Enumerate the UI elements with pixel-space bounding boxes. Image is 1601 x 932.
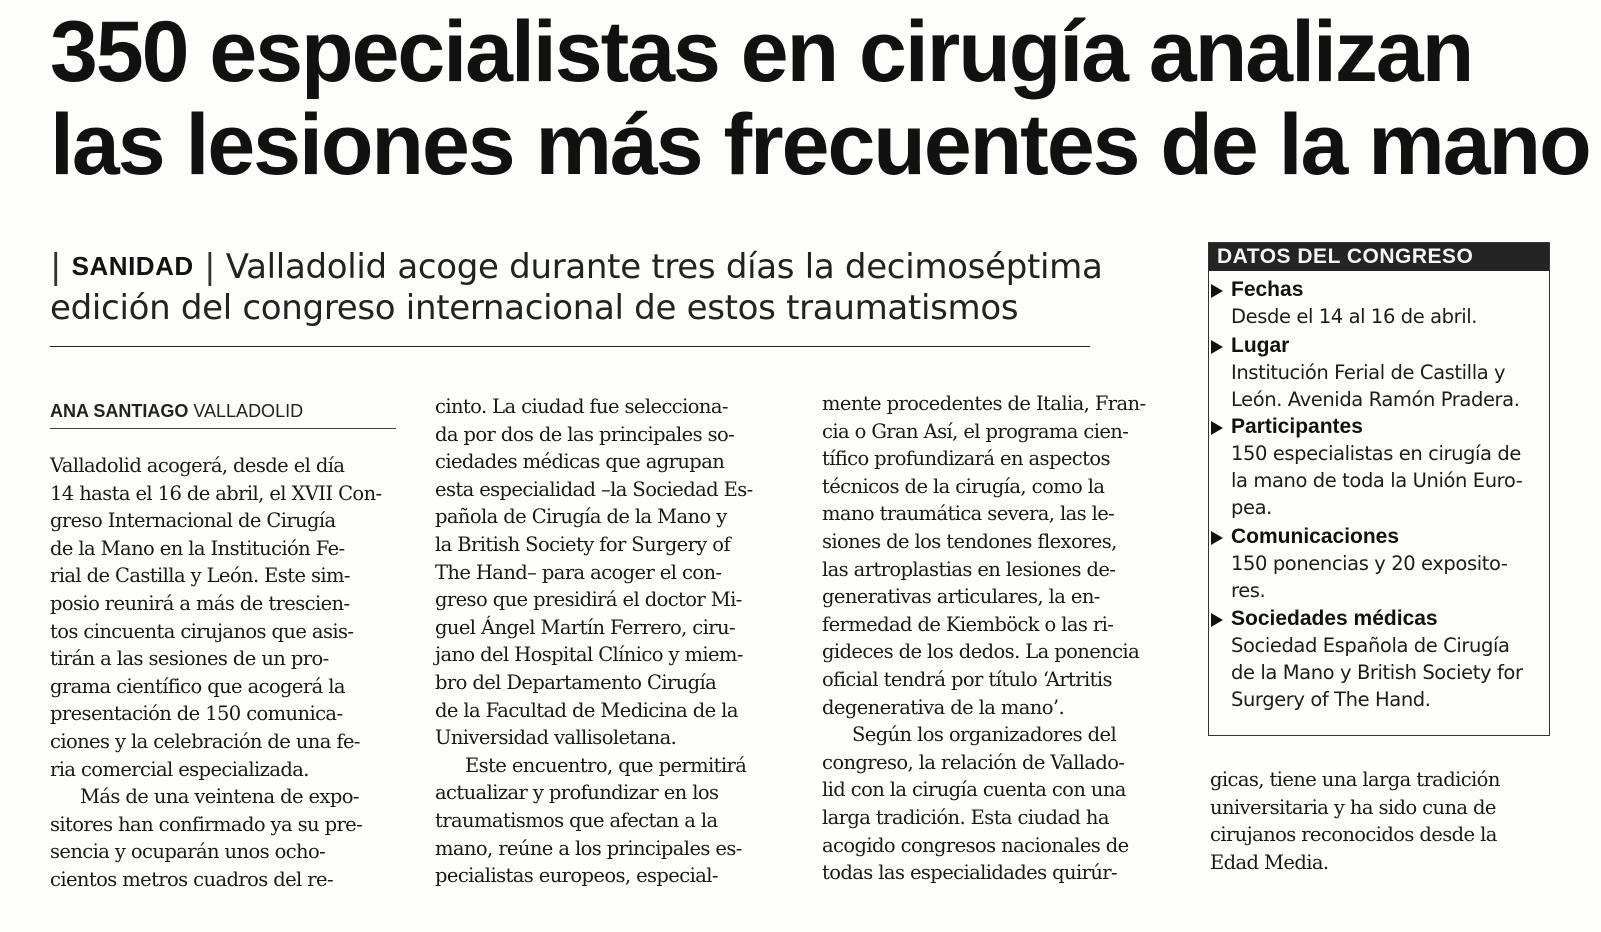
article-line: Edad Media. xyxy=(1210,850,1329,874)
article-line: traumatismos que afectan a la xyxy=(435,808,718,832)
article-line: gideces de los dedos. La ponencia xyxy=(822,640,1140,664)
subheadline-line-2: edición del congreso internacional de estos traumatismos xyxy=(50,288,1019,328)
article-line: The Hand– para acoger el con- xyxy=(435,560,722,584)
article-line: 14 hasta el 16 de abril, el XVII Con- xyxy=(50,481,382,505)
article-line: cirujanos reconocidos desde la xyxy=(1210,823,1497,847)
article-line: mano traumática severa, las le- xyxy=(822,502,1115,526)
facts-value-line: Sociedad Española de Cirugía xyxy=(1231,634,1510,657)
facts-item-value xyxy=(1209,440,1549,521)
facts-item-value xyxy=(1209,632,1549,713)
facts-item-comunicaciones xyxy=(1209,524,1549,604)
article-line: mano, reúne a los principales es- xyxy=(435,836,742,860)
article-line: Este encuentro, que permitirá xyxy=(465,753,747,777)
congress-facts-box xyxy=(1208,242,1550,736)
article-line: cientos metros cuadros del re- xyxy=(50,867,333,891)
headline-line-2: las lesiones más frecuentes de la mano xyxy=(50,97,1590,193)
facts-item-fechas xyxy=(1209,277,1549,330)
article-line: degenerativa de la mano’. xyxy=(822,695,1065,719)
article-line: cia o Gran Así, el programa cien- xyxy=(822,419,1129,443)
article-line: todas las especialidades quirúr- xyxy=(822,861,1117,885)
article-line: cinto. La ciudad fue selecciona- xyxy=(435,395,728,418)
facts-item-label: Comunicaciones xyxy=(1209,524,1549,550)
facts-item-sociedades xyxy=(1209,606,1549,713)
facts-value-line: Institución Ferial de Castilla y xyxy=(1231,361,1506,384)
headline xyxy=(50,4,1590,193)
article-line: universitaria y ha sido cuna de xyxy=(1210,795,1496,819)
facts-value-line: Desde el 14 al 16 de abril. xyxy=(1231,305,1478,328)
article-line: Según los organizadores del xyxy=(852,723,1117,747)
article-line: presentación de 150 comunica- xyxy=(50,702,343,726)
article-line: acogido congresos nacionales de xyxy=(822,833,1129,857)
article-line: grama científico que acogerá la xyxy=(50,674,345,698)
byline-author: ANA SANTIAGO xyxy=(50,401,189,421)
article-line: jano del Hospital Clínico y miem- xyxy=(435,643,743,667)
article-line: tos cincuenta cirujanos que asis- xyxy=(50,619,354,643)
facts-value-line: res. xyxy=(1231,579,1266,602)
facts-item-participantes xyxy=(1209,414,1549,521)
divider-bar: | xyxy=(193,247,226,287)
facts-item-label: Sociedades médicas xyxy=(1209,606,1549,632)
article-line: guel Ángel Martín Ferrero, ciru- xyxy=(435,615,735,639)
facts-item-value xyxy=(1209,550,1549,604)
article-line: actualizar y profundizar en los xyxy=(435,781,719,805)
byline xyxy=(50,401,303,422)
facts-item-label: Participantes xyxy=(1209,414,1549,440)
article-line: sitores han confirmado ya su pre- xyxy=(50,812,363,836)
article-line: siones de los tendones flexores, xyxy=(822,529,1117,553)
article-line: posio reunirá a más de trescien- xyxy=(50,591,350,615)
article-line: esta especialidad –la Sociedad Es- xyxy=(435,477,753,501)
article-line: Universidad vallisoletana. xyxy=(435,726,677,750)
article-line: ciones y la celebración de una fe- xyxy=(50,729,360,753)
article-line: fermedad de Kiemböck o las ri- xyxy=(822,612,1114,636)
article-line: ciedades médicas que agrupan xyxy=(435,450,725,474)
article-line: congreso, la relación de Vallado- xyxy=(822,750,1125,774)
divider-bar: | xyxy=(50,247,72,287)
article-line: la British Society for Surgery of xyxy=(435,532,731,556)
facts-value-line: 150 especialistas en cirugía de xyxy=(1231,442,1521,465)
section-label: SANIDAD xyxy=(71,251,194,281)
article-line: generativas articulares, la en- xyxy=(822,585,1100,609)
article-column-4 xyxy=(1210,766,1570,876)
article-line: Más de una veintena de expo- xyxy=(80,785,359,809)
facts-item-value xyxy=(1209,359,1549,413)
article-line: rial de Castilla y León. Este sim- xyxy=(50,564,350,588)
headline-line-1: 350 especialistas en cirugía analizan xyxy=(50,4,1473,100)
facts-value-line: pea. xyxy=(1231,496,1272,519)
facts-value-line: de la Mano y British Society for xyxy=(1231,661,1523,684)
article-line: de la Facultad de Medicina de la xyxy=(435,698,738,722)
article-line: da por dos de las principales so- xyxy=(435,422,735,446)
article-line: ria comercial especializada. xyxy=(50,757,309,781)
article-line: tífico profundizará en aspectos xyxy=(822,447,1110,471)
article-line: mente procedentes de Italia, Fran- xyxy=(822,392,1146,415)
facts-item-lugar xyxy=(1209,333,1549,413)
facts-value-line: Surgery of The Hand. xyxy=(1231,688,1431,711)
article-line: pañola de Cirugía de la Mano y xyxy=(435,505,727,529)
article-column-2 xyxy=(435,393,795,890)
article-line: gicas, tiene una larga tradición xyxy=(1210,768,1500,791)
article-line: las artroplastias en lesiones de- xyxy=(822,557,1116,581)
subheadline-line-1 xyxy=(50,246,1140,288)
subheadline xyxy=(50,246,1140,329)
byline-place: VALLADOLID xyxy=(193,401,304,421)
facts-item-label: Fechas xyxy=(1209,277,1549,303)
facts-item-value xyxy=(1209,303,1549,330)
byline-rule xyxy=(50,428,396,429)
article-line: tirán a las sesiones de un pro- xyxy=(50,647,329,671)
article-column-3 xyxy=(822,390,1182,887)
article-line: Valladolid acogerá, desde el día xyxy=(50,454,345,477)
article-line: oficial tendrá por título ‘Artritis xyxy=(822,667,1112,691)
facts-value-line: 150 ponencias y 20 exposito- xyxy=(1231,552,1508,575)
article-line: greso que presidirá el doctor Mi- xyxy=(435,588,742,612)
article-line: de la Mano en la Institución Fe- xyxy=(50,536,345,560)
article-line: sencia y ocuparán unos ocho- xyxy=(50,840,326,864)
article-line: lid con la cirugía cuenta con una xyxy=(822,778,1126,802)
facts-item-label: Lugar xyxy=(1209,333,1549,359)
article-line: bro del Departamento Cirugía xyxy=(435,670,717,694)
subheadline-text-1: Valladolid acoge durante tres días la decimoséptima xyxy=(225,247,1103,287)
facts-box-title: DATOS DEL CONGRESO xyxy=(1209,243,1549,271)
article-line: técnicos de la cirugía, como la xyxy=(822,474,1105,498)
article-line: larga tradición. Esta ciudad ha xyxy=(822,805,1109,829)
subheadline-rule xyxy=(50,346,1090,347)
article-column-1 xyxy=(50,452,410,894)
facts-value-line: León. Avenida Ramón Pradera. xyxy=(1231,388,1520,411)
article-line: pecialistas europeos, especial- xyxy=(435,864,718,888)
facts-value-line: la mano de toda la Unión Euro- xyxy=(1231,469,1523,492)
article-line: greso Internacional de Cirugía xyxy=(50,509,336,533)
